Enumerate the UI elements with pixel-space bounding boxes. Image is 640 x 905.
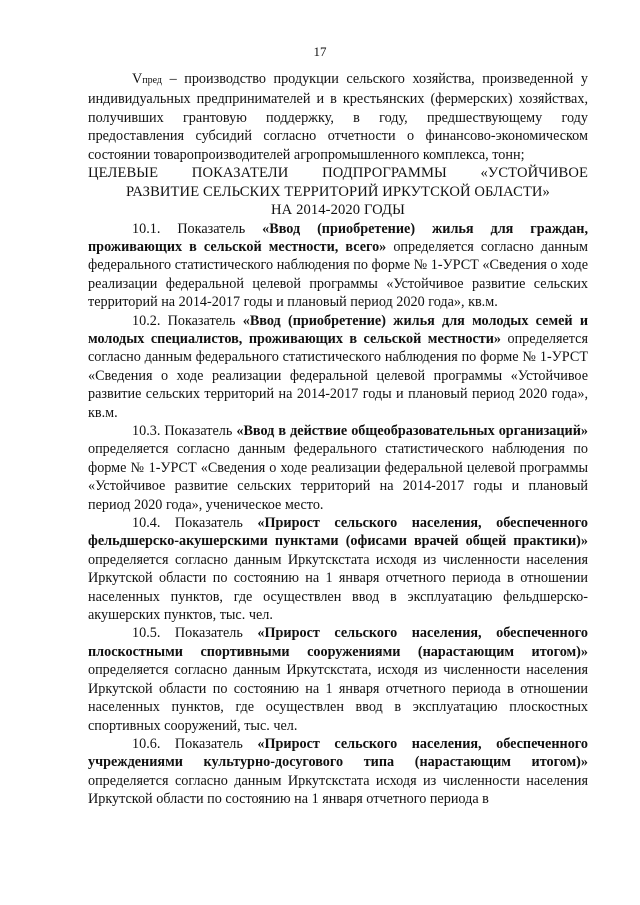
indicator-text: определяется согласно данным федерального статистического наблюдения по форме № 1-УРСТ «Сведения о ходе реализации федеральной целевой программы «Устойчивое развитие сельских территорий на 2014-2017 годы и плановый период 2020 года», ученическое место. xyxy=(88,441,588,513)
page-number: 17 xyxy=(313,44,327,59)
indicator-title: «Ввод (приобретение) жилья для молодых семей и молодых специалистов, проживающих в сельской местности» xyxy=(88,312,588,347)
indicator-title: «Ввод в действие общеобразовательных организаций» xyxy=(236,423,588,439)
indicator-paragraph xyxy=(88,624,588,734)
indicator-text: определяется согласно данным Иркутскстата исходя из численности населения Иркутской области по состоянию на 1 января отчетного периода в отношении населенных пунктов, где осуществлен ввод в эксплуатацию фельдшерско-акушерских пунктов, тыс. чел. xyxy=(88,551,588,624)
indicator-title: «Прирост сельского населения, обеспеченного плоскостными спортивными сооружениями (нарастающим итогом)» xyxy=(88,625,588,660)
indicator-prefix: 10.5. Показатель xyxy=(132,625,258,642)
indicator-title: «Прирост сельского населения, обеспеченного фельдшерско-акушерскими пунктами (офисами врачей общей практики)» xyxy=(88,515,588,550)
v-symbol: V xyxy=(132,71,143,87)
heading-line-3: НА 2014-2020 ГОДЫ xyxy=(271,202,405,219)
indicator-prefix: 10.2. Показатель xyxy=(132,312,243,329)
indicator-prefix: 10.1. Показатель xyxy=(132,220,263,237)
v-subscript: пред xyxy=(142,75,162,86)
indicator-title: «Ввод (приобретение) жилья для граждан, проживающих в сельской местности, всего» xyxy=(88,220,588,255)
intro-paragraph xyxy=(88,70,588,164)
indicator-text: определяется согласно данным федерального статистического наблюдения по форме № 1-УРСТ «Сведения о ходе реализации федеральной целевой программы «Устойчивое развитие сельских территорий на 2014-2017 годы и плановый период 2020 года», кв.м. xyxy=(88,330,588,421)
indicator-prefix: 10.4. Показатель xyxy=(132,515,258,532)
document-body xyxy=(88,70,588,809)
indicator-paragraph xyxy=(88,312,588,422)
indicator-paragraph xyxy=(88,514,588,624)
indicator-text: определяется согласно данным Иркутскстата, исходя из численности населения Иркутской области по состоянию на 1 января отчетного периода в отношении населенных пунктов, где осуществлен ввод в эксплуатацию плоскостных спортивных сооружений, тыс. чел. xyxy=(88,662,588,734)
indicator-paragraph xyxy=(88,220,588,312)
indicator-text: определяется согласно данным Иркутскстата исходя из численности населения Иркутской области по состоянию на 1 января отчетного периода в xyxy=(88,772,588,808)
indicator-paragraph xyxy=(88,422,588,514)
indicator-prefix: 10.3. Показатель xyxy=(132,423,237,439)
section-heading xyxy=(88,164,588,220)
heading-line-1: ЦЕЛЕВЫЕ ПОКАЗАТЕЛИ ПОДПРОГРАММЫ «УСТОЙЧИВОЕ xyxy=(88,165,588,182)
indicator-text: определяется согласно данным федерального статистического наблюдения по форме № 1-УРСТ «Сведения о ходе реализации федеральной целевой программы «Устойчивое развитие сельских территорий на 2014-2017 годы и плановый период 2020 года», кв.м. xyxy=(88,238,588,311)
heading-line-2: РАЗВИТИЕ СЕЛЬСКИХ ТЕРРИТОРИЙ ИРКУТСКОЙ ОБЛАСТИ» xyxy=(126,183,550,200)
indicator-prefix: 10.6. Показатель xyxy=(132,735,258,752)
intro-text: – производство продукции сельского хозяйства, произведенной у индивидуальных предпринимателей и в крестьянских (фермерских) хозяйствах, получивших грантовую поддержку, в году, предшествующему году предоставления субсидий согласно отчетности о финансово-экономическом состоянии товаропроизводителей агропромышленного комплекса, тонн; xyxy=(88,71,588,163)
indicator-title: «Прирост сельского населения, обеспеченного учреждениями культурно-досугового типа (нарастающим итогом)» xyxy=(88,735,588,771)
indicator-paragraph xyxy=(88,735,588,809)
